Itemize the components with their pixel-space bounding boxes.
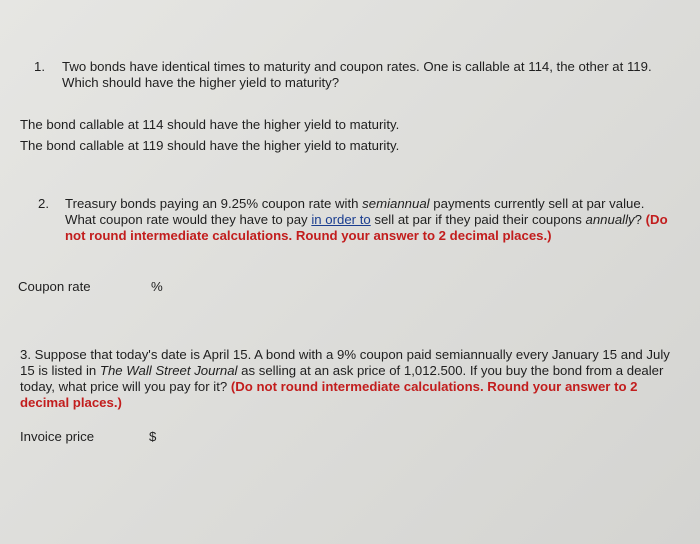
question-3-text-part-a: 3. Suppose that today's date is April 15. A bond with a 9% coupon paid semiannually every January 15 and July 15 is listed in xyxy=(20,347,670,378)
question-1-number: 1. xyxy=(34,59,45,74)
invoice-price-row xyxy=(20,429,157,444)
invoice-price-label: Invoice price xyxy=(20,429,95,444)
percent-unit: % xyxy=(151,279,163,294)
question-2 xyxy=(38,196,678,243)
question-2-italic-annually: annually xyxy=(585,212,635,227)
coupon-rate-label: Coupon rate xyxy=(18,279,91,294)
dollar-unit: $ xyxy=(149,429,157,444)
question-2-text-part-b: payments currently sell at par value. What coupon rate would they have to pay xyxy=(65,196,645,227)
question-2-text-part-c: sell at par if they paid their coupons xyxy=(370,212,586,227)
invoice-price-input[interactable] xyxy=(160,428,234,446)
question-1-answers xyxy=(20,114,640,156)
answer-option-119[interactable]: The bond callable at 119 should have the higher yield to maturity. xyxy=(20,138,400,153)
question-2-instruction: (Do not round intermediate calculations. Round your answer to 2 decimal places.) xyxy=(65,212,668,243)
question-2-italic-semiannual: semiannual xyxy=(362,196,430,211)
answer-option-114[interactable]: The bond callable at 114 should have the higher yield to maturity. xyxy=(20,117,400,132)
coupon-rate-row xyxy=(18,279,163,294)
question-1 xyxy=(34,59,674,90)
in-order-to-link[interactable]: in order to xyxy=(311,212,371,227)
question-3-italic-wsj: The Wall Street Journal xyxy=(99,363,238,378)
question-2-number: 2. xyxy=(38,196,49,211)
question-2-text xyxy=(65,196,677,244)
coupon-rate-input[interactable] xyxy=(110,278,152,296)
question-2-text-part-a: Treasury bonds paying an 9.25% coupon rate with xyxy=(65,196,363,211)
question-3-instruction: (Do not round intermediate calculations. Round your answer to 2 decimal places.) xyxy=(20,379,638,410)
question-2-text-part-d: ? xyxy=(634,212,642,227)
question-3-text-part-b: as selling at an ask price of 1,012.500. If you buy the bond from a dealer today, what price will you pay for it? xyxy=(20,363,664,394)
question-1-text: Two bonds have identical times to maturity and coupon rates. One is callable at 114, the other at 119. Which should have the higher yield to maturity? xyxy=(62,59,652,90)
question-3 xyxy=(20,347,680,411)
